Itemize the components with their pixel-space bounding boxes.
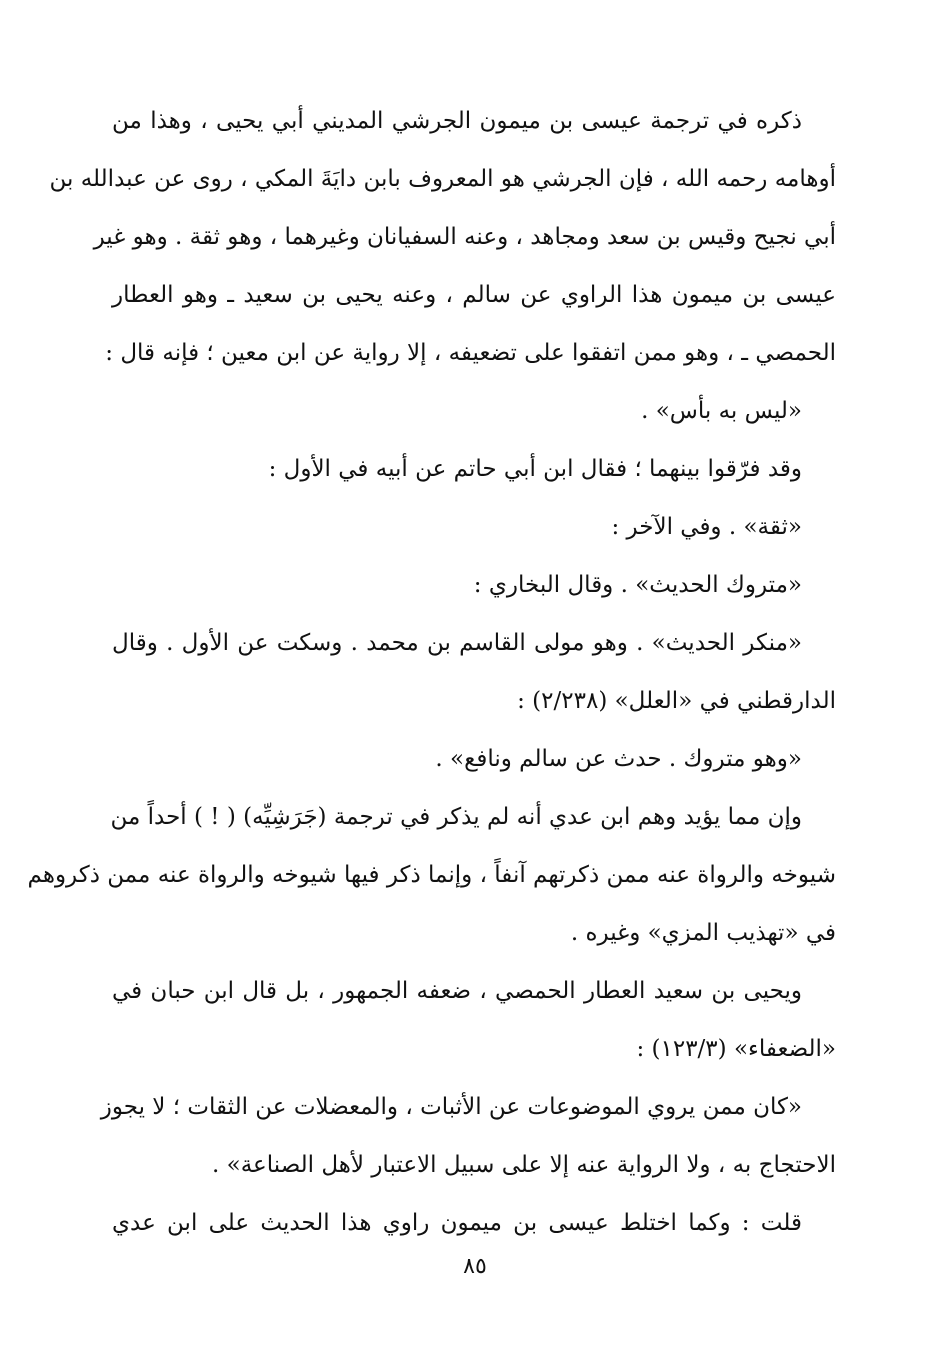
text-line: وإن مما يؤيد وهم ابن عدي أنه لم يذكر في ترجمة (جَرَشِيِّه) ( ! ) أحداً من xyxy=(110,804,802,830)
text-line: أوهامه رحمه الله ، فإن الجرشي هو المعروف بابن دايَةَ المكي ، روى عن عبدالله بن xyxy=(49,166,836,192)
text-line: ويحيى بن سعيد العطار الحمصي ، ضعفه الجمهور ، بل قال ابن حبان في xyxy=(112,978,802,1004)
text-line: في «تهذيب المزي» وغيره . xyxy=(570,920,836,946)
page-body xyxy=(27,92,836,1252)
text-line: عيسى بن ميمون هذا الراوي عن سالم ، وعنه يحيى بن سعيد ـ وهو العطار xyxy=(112,282,836,308)
quote-line: «متروك الحديث» . وقال البخاري : xyxy=(473,572,802,598)
text-line: الدارقطني في «العلل» (٢/٢٣٨) : xyxy=(517,688,836,714)
text-line: شيوخه والرواة عنه ممن ذكرتهم آنفاً ، وإنما ذكر فيها شيوخه والرواة عنه ممن ذكروهم xyxy=(27,862,836,888)
quote-line: «كان ممن يروي الموضوعات عن الأثبات ، والمعضلات عن الثقات ؛ لا يجوز xyxy=(100,1094,802,1120)
text-line: قلت : وكما اختلط عيسى بن ميمون راوي هذا الحديث على ابن عدي xyxy=(112,1210,802,1236)
quote-line: «ليس به بأس» . xyxy=(641,398,802,424)
page-number: ٨٥ xyxy=(463,1254,487,1279)
text-line: ذكره في ترجمة عيسى بن ميمون الجرشي المديني أبي يحيى ، وهذا من xyxy=(112,108,802,134)
text-line: وقد فرّقوا بينهما ؛ فقال ابن أبي حاتم عن أبيه في الأول : xyxy=(268,456,802,482)
text-line: «الضعفاء» (١٢٣/٣) : xyxy=(636,1036,836,1062)
text-line: أبي نجيح وقيس بن سعد ومجاهد ، وعنه السفيانان وغيرهما ، وهو ثقة . وهو غير xyxy=(93,224,836,250)
quote-line: «وهو متروك . حدث عن سالم ونافع» . xyxy=(435,746,802,772)
quote-line: الاحتجاج به ، ولا الرواية عنه إلا على سبيل الاعتبار لأهل الصناعة» . xyxy=(212,1152,836,1178)
quote-line: «ثقة» . وفي الآخر : xyxy=(611,514,802,540)
text-line: الحمصي ـ ، وهو ممن اتفقوا على تضعيفه ، إلا رواية عن ابن معين ؛ فإنه قال : xyxy=(105,340,836,366)
quote-line: «منكر الحديث» . وهو مولى القاسم بن محمد . وسكت عن الأول . وقال xyxy=(112,630,802,656)
